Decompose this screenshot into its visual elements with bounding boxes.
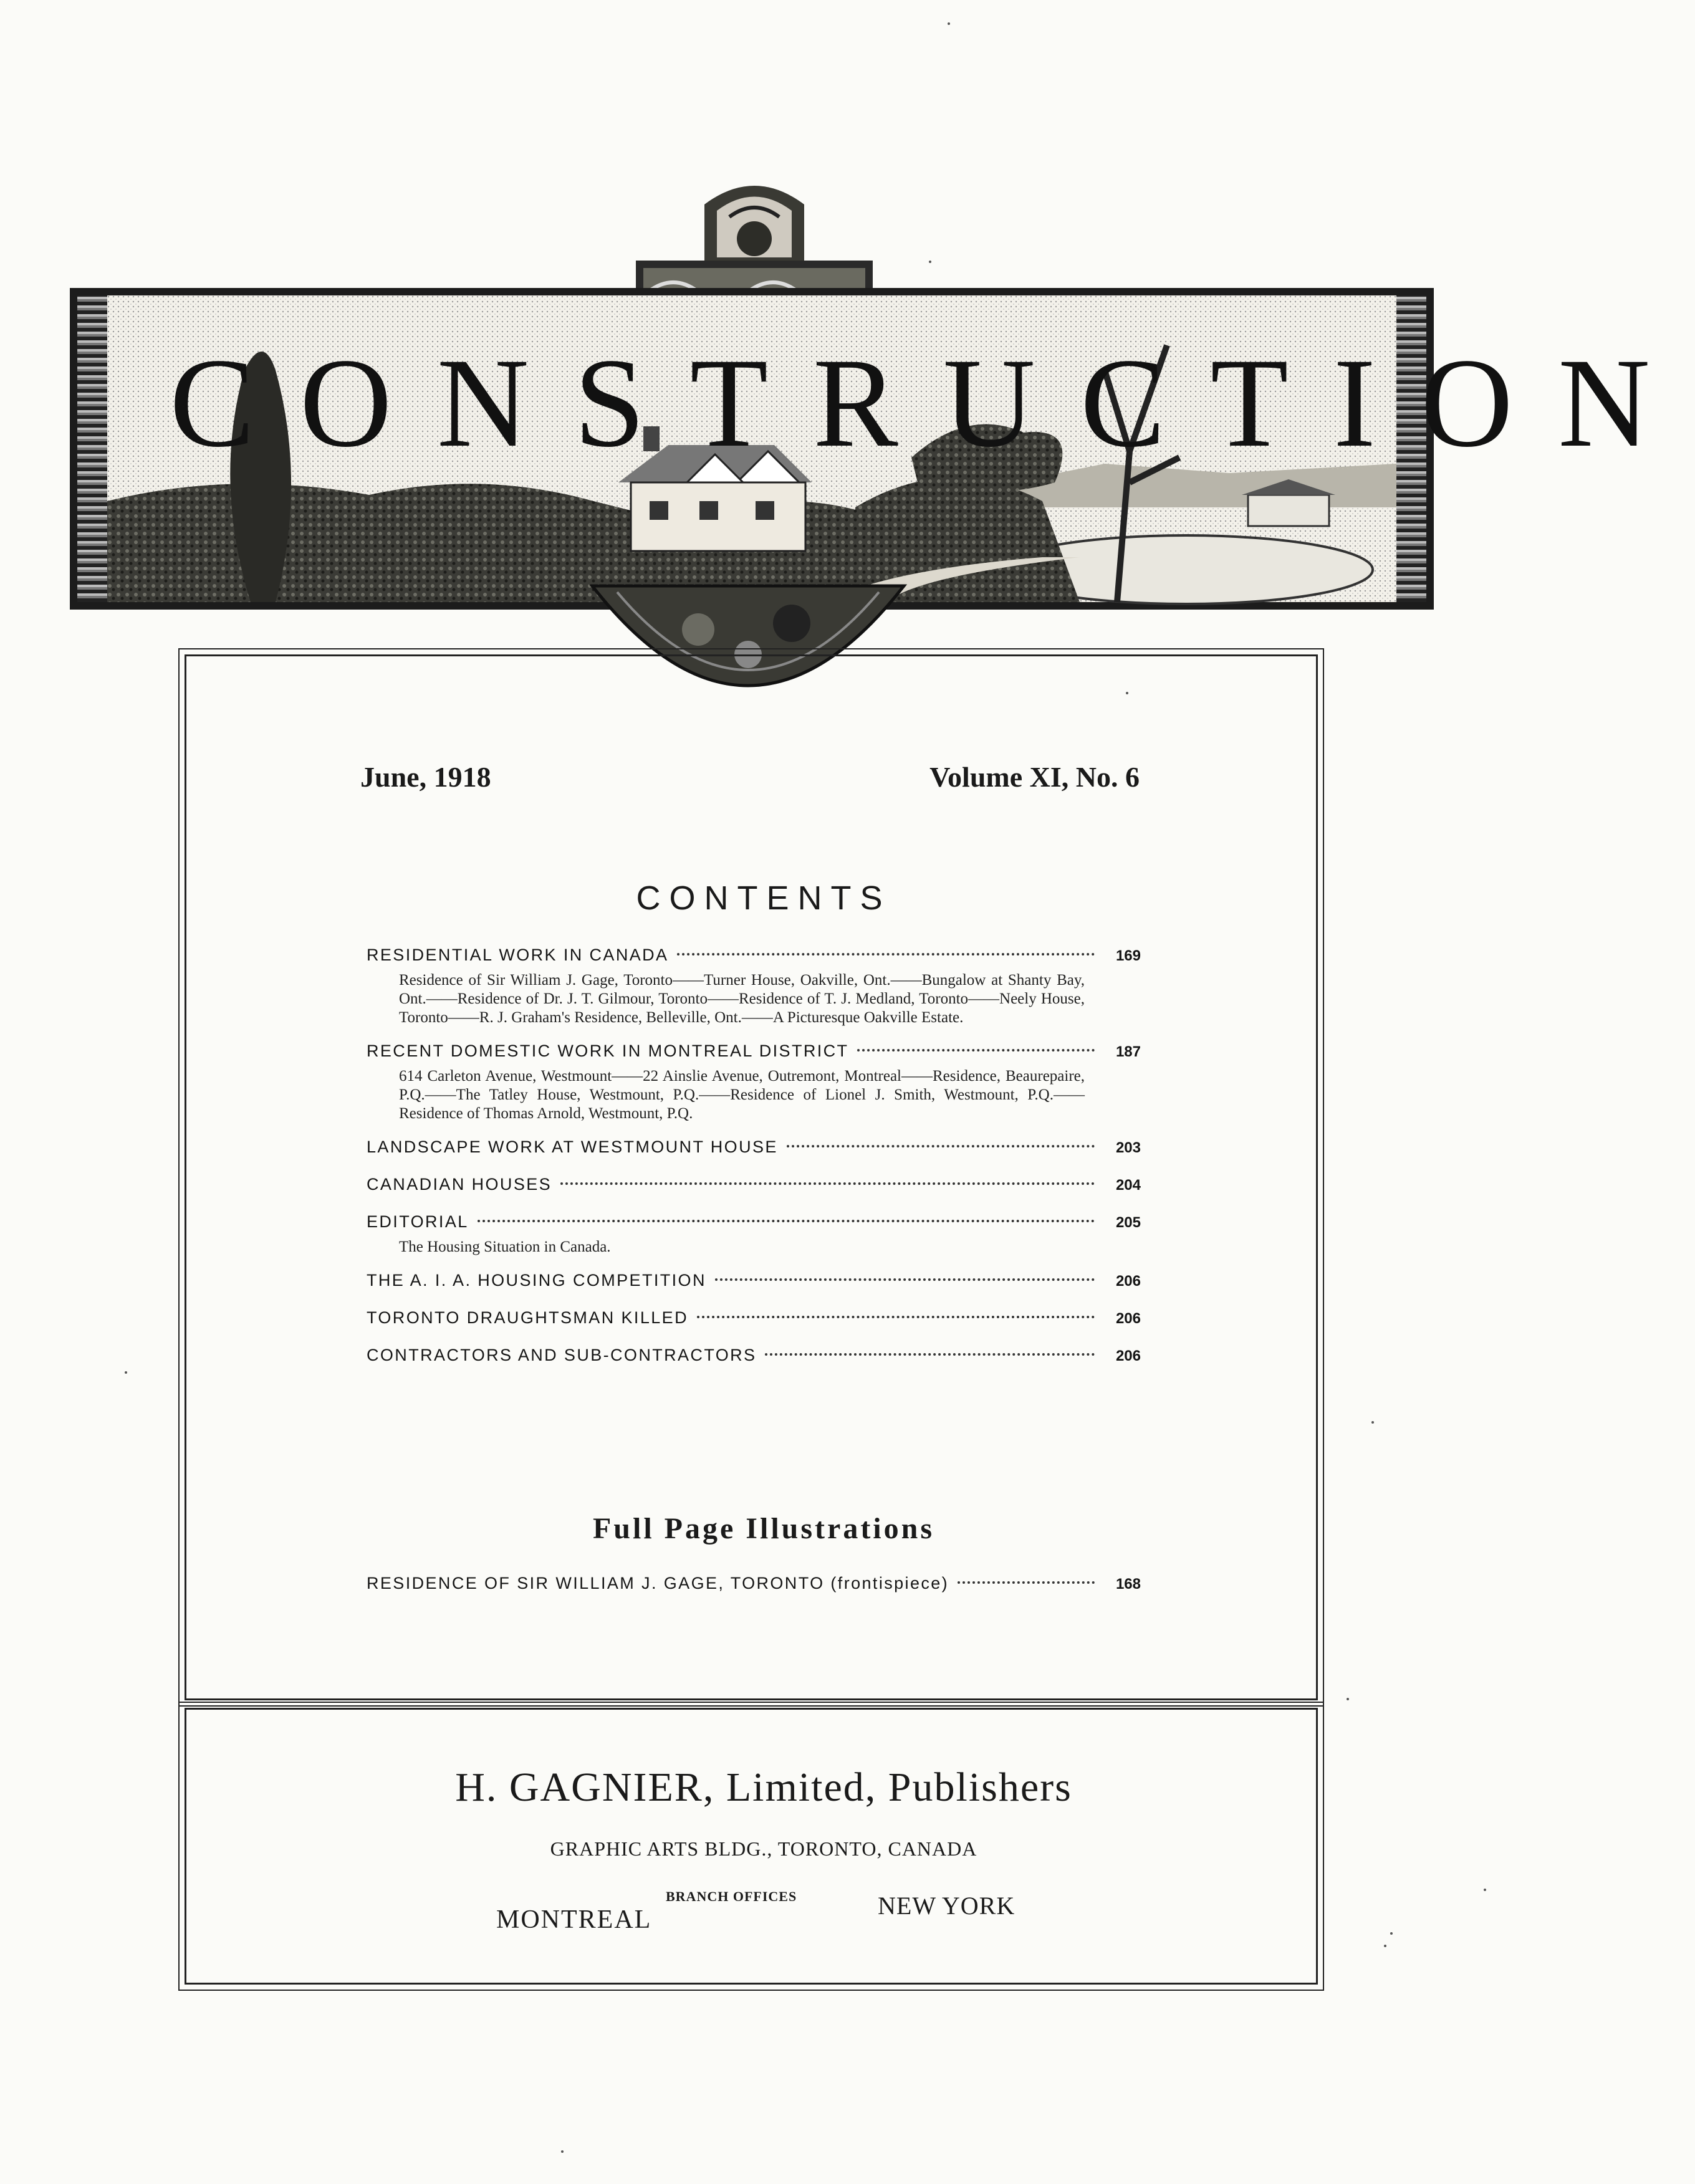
toc-leader-dots — [697, 1316, 1095, 1318]
toc-page-number: 169 — [1115, 947, 1141, 964]
toc-entry — [367, 1343, 1141, 1369]
scan-speck — [929, 261, 931, 263]
toc-title: THE A. I. A. HOUSING COMPETITION — [367, 1271, 706, 1290]
issue-date: June, 1918 — [360, 761, 491, 793]
toc-page-number: 206 — [1115, 1273, 1141, 1290]
toc-description: 614 Carleton Avenue, Westmount——22 Ainslie Avenue, Outremont, Montreal——Residence, Beaurepaire, P.Q.——The Tatley House, Westmount, P.Q.——Residence of Lionel J. Smith, Westmount, P.Q.——Residence of Thomas Arnold, Westmount, P.Q. — [399, 1068, 1085, 1122]
illustrations-heading: Full Page Illustrations — [592, 1512, 935, 1545]
toc-entry — [367, 1209, 1141, 1257]
toc-row — [367, 1343, 1141, 1369]
publisher-address: GRAPHIC ARTS BLDG., TORONTO, CANADA — [550, 1837, 977, 1860]
branch-new-york: NEW YORK — [878, 1892, 1016, 1920]
toc-entry — [367, 1134, 1141, 1161]
toc-title: RESIDENTIAL WORK IN CANADA — [367, 946, 669, 964]
toc-entry — [367, 1038, 1141, 1123]
toc-page-number: 203 — [1115, 1139, 1141, 1156]
scan-speck — [1384, 1945, 1386, 1947]
toc-entry — [367, 1305, 1141, 1331]
scan-speck — [561, 2150, 564, 2153]
masthead-title: CONSTRUCTION — [170, 332, 1695, 474]
scan-speck — [1484, 1889, 1486, 1891]
toc-row — [367, 1038, 1141, 1065]
toc-page-number: 206 — [1115, 1310, 1141, 1327]
issue-volume: Volume XI, No. 6 — [929, 761, 1140, 793]
toc-row — [367, 1571, 1141, 1597]
scan-speck — [1371, 1421, 1374, 1424]
toc-row — [367, 1209, 1141, 1235]
scan-speck — [125, 1371, 127, 1374]
toc-page-number: 187 — [1115, 1043, 1141, 1060]
toc-title: EDITORIAL — [367, 1212, 469, 1231]
toc-row — [367, 1305, 1141, 1331]
toc-entry — [367, 1571, 1141, 1597]
publisher-name: H. GAGNIER, Limited, Publishers — [455, 1765, 1072, 1810]
toc-page-number: 204 — [1115, 1177, 1141, 1194]
contents-heading: CONTENTS — [636, 879, 891, 917]
toc-leader-dots — [857, 1049, 1095, 1051]
toc-entry — [367, 942, 1141, 1027]
branch-offices-label: BRANCH OFFICES — [666, 1889, 797, 1904]
scan-speck — [1347, 1698, 1349, 1700]
toc-page-number: 206 — [1115, 1348, 1141, 1364]
toc-leader-dots — [765, 1353, 1095, 1356]
toc-entry — [367, 1268, 1141, 1294]
ornamental-border-left — [77, 295, 107, 602]
scan-speck — [1126, 692, 1128, 694]
branch-montreal: MONTREAL — [496, 1905, 652, 1934]
toc-description: The Housing Situation in Canada. — [399, 1238, 611, 1255]
toc-description: Residence of Sir William J. Gage, Toronto——Turner House, Oakville, Ont.——Bungalow at Shanty Bay, Ont.——Residence of Dr. J. T. Gilmour, Toronto——Residence of T. J. Medland, Toronto——Neely House, Toronto——R. J. Graham's Residence, Belleville, Ont.——A Picturesque Oakville Estate. — [399, 972, 1085, 1026]
toc-page-number: 168 — [1115, 1576, 1141, 1593]
toc-title: TORONTO DRAUGHTSMAN KILLED — [367, 1308, 688, 1327]
toc-row — [367, 1134, 1141, 1161]
toc-title: CANADIAN HOUSES — [367, 1175, 552, 1194]
toc-title: CONTRACTORS AND SUB-CONTRACTORS — [367, 1346, 757, 1364]
toc-page-number: 205 — [1115, 1214, 1141, 1231]
toc-entry — [367, 1172, 1141, 1198]
table-of-contents — [367, 942, 1141, 1380]
toc-leader-dots — [715, 1278, 1095, 1281]
toc-row — [367, 1172, 1141, 1198]
toc-title: RECENT DOMESTIC WORK IN MONTREAL DISTRICT — [367, 1042, 849, 1060]
toc-title: LANDSCAPE WORK AT WESTMOUNT HOUSE — [367, 1138, 778, 1156]
toc-leader-dots — [677, 953, 1095, 956]
toc-row — [367, 1268, 1141, 1294]
scan-speck — [1390, 1932, 1393, 1935]
illustrations-list — [367, 1571, 1141, 1608]
toc-leader-dots — [958, 1581, 1095, 1584]
scan-speck — [948, 22, 950, 25]
toc-title: RESIDENCE OF SIR WILLIAM J. GAGE, TORONTO (frontispiece) — [367, 1574, 949, 1593]
toc-leader-dots — [787, 1145, 1095, 1147]
toc-leader-dots — [560, 1182, 1095, 1185]
toc-row — [367, 942, 1141, 969]
toc-leader-dots — [478, 1220, 1095, 1222]
masthead-banner — [70, 288, 1695, 610]
